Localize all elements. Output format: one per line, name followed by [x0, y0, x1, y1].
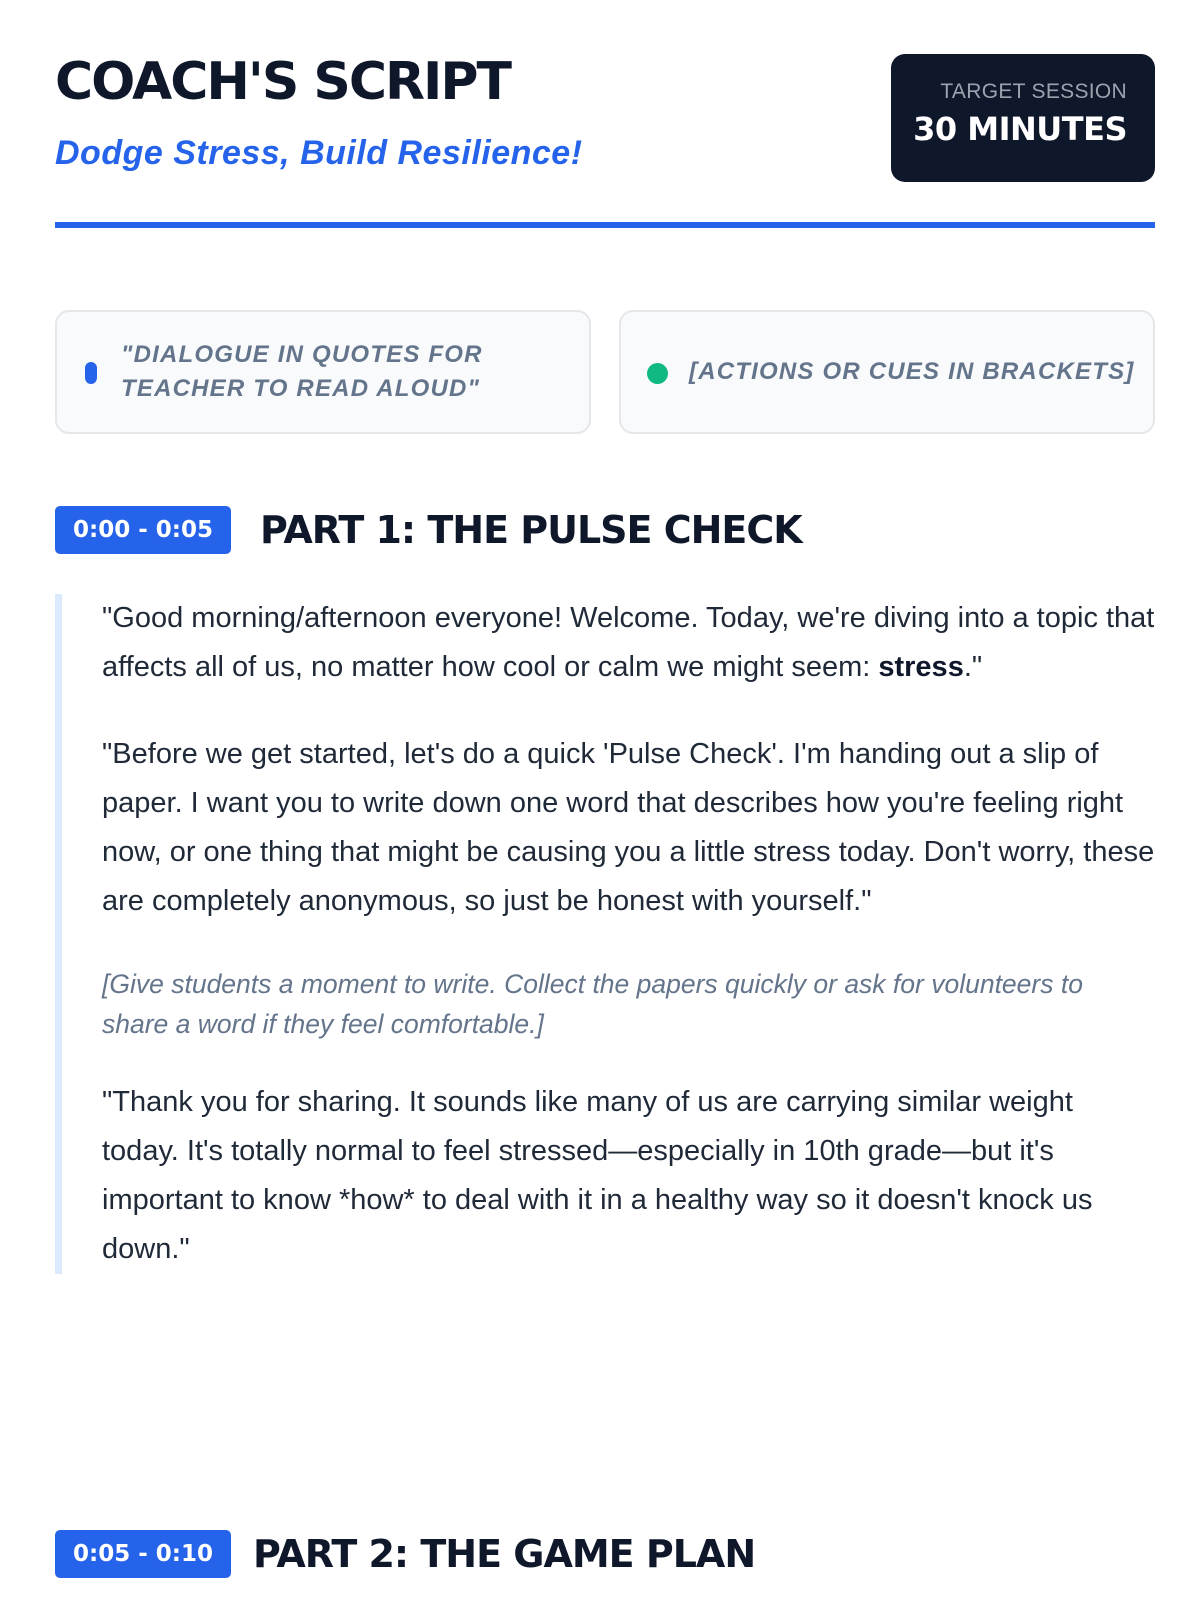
dialogue-text: ." — [963, 651, 983, 683]
time-badge: 0:05 - 0:10 — [55, 1530, 231, 1578]
dialogue-paragraph: "Thank you for sharing. It sounds like many of us are carrying similar weight today. It's totally normal to feel stressed—especially in 10th grade—but it's important to know *how* to deal with it in a healthy way so it doesn't knock us down." — [102, 1086, 1093, 1265]
script-page — [55, 0, 1155, 1576]
time-badge: 0:00 - 0:05 — [55, 506, 231, 554]
page-title: COACH'S SCRIPT — [55, 52, 510, 112]
legend — [55, 310, 1155, 434]
emphasis-text: stress — [878, 651, 964, 683]
legend-cue-label: [ACTIONS OR CUES IN BRACKETS] — [689, 358, 1135, 385]
legend-cue — [619, 310, 1155, 434]
dialogue-paragraph: "Before we get started, let's do a quick 'Pulse Check'. I'm handing out a slip of paper. I want you to write down one word that describes how you're feeling right now, or one thing that might be causing you a little stress today. Don't worry, these are completely anonymous, so just be honest with yourself." — [102, 738, 1155, 917]
legend-dialogue-label: "DIALOGUE IN QUOTES FOR TEACHER TO READ ALOUD" — [121, 341, 483, 402]
page-subtitle: Dodge Stress, Build Resilience! — [55, 134, 583, 172]
section-title: PART 1: THE PULSE CHECK — [260, 508, 802, 552]
script-block-part-1 — [55, 594, 1155, 1274]
dialogue-paragraph — [102, 594, 1155, 692]
session-badge-label: TARGET SESSION — [940, 80, 1127, 103]
session-badge — [891, 54, 1155, 182]
header — [55, 0, 1155, 230]
section-header-part-1 — [55, 506, 1155, 554]
session-badge-value: 30 MINUTES — [913, 110, 1127, 148]
section-title: PART 2: THE GAME PLAN — [253, 1532, 756, 1576]
stage-cue: [Give students a moment to write. Collect the papers quickly or ask for volunteers to share a word if they feel comfortable.] — [102, 969, 1083, 1039]
dialogue-marker-icon — [85, 362, 97, 384]
section-header-part-2 — [55, 1530, 1155, 1578]
header-divider — [55, 222, 1155, 228]
cue-marker-icon — [647, 363, 668, 384]
legend-dialogue — [55, 310, 591, 434]
dialogue-text: "Good morning/afternoon everyone! Welcome. Today, we're diving into a topic that affects all of us, no matter how cool or calm we might seem: — [102, 602, 1155, 683]
